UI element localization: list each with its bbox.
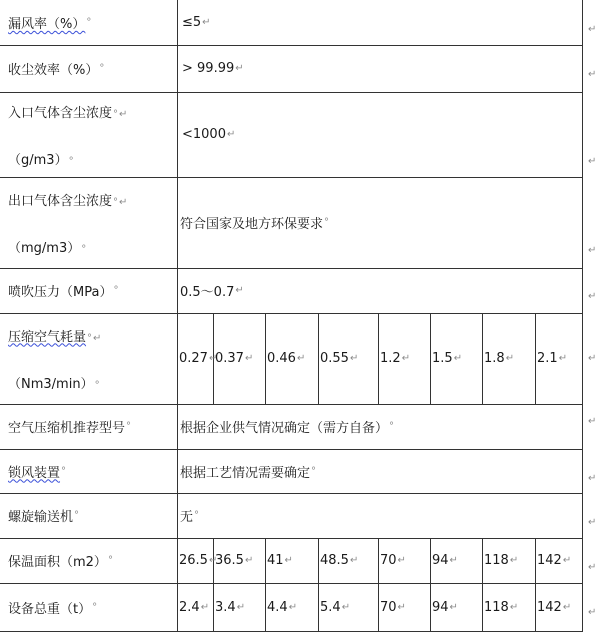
return-mark: ↵ [226,129,236,140]
label-text: 锁风装置 [8,465,61,481]
value-cell [537,538,571,583]
row-label [8,404,131,449]
return-mark: ↵ [588,353,597,364]
label-text: 出口气体含尘浓度 [8,193,113,209]
paragraph-mark: ° [81,243,87,255]
value-text: 2.1 [537,351,558,366]
value-cell [432,538,458,583]
value-cell [537,583,571,631]
label-text: 漏风率（%） [8,17,86,32]
return-mark: ↵ [588,562,597,573]
value-text: 118 [484,599,509,615]
return-mark: ↵ [509,555,519,566]
paragraph-mark: ° [107,555,113,566]
return-mark: ↵ [401,353,411,364]
row-label [8,92,127,177]
return-mark: ↵ [449,555,458,566]
row-value [182,0,211,45]
paragraph-mark: ° [113,285,119,296]
return-mark: ↵ [284,555,293,566]
return-mark: ↵ [588,156,597,167]
return-mark: ↵ [397,601,406,613]
value-text: 1.8 [484,351,505,366]
return-mark: ↵ [119,108,128,120]
value-cell [380,583,406,631]
paragraph-mark: ° [126,421,132,432]
return-mark: ↵ [236,601,246,613]
value-text: 无 [180,510,194,525]
table-row [0,177,600,268]
row-value [180,268,244,313]
paragraph-mark: ° [113,196,119,208]
value-text: 1.5 [432,351,453,366]
paragraph-mark: ° [311,465,317,477]
row-label [8,583,97,631]
value-text: 根据工艺情况需要确定 [180,465,311,481]
paragraph-mark: ° [86,17,92,28]
value-cell [320,538,358,583]
value-text: 70 [380,599,397,615]
value-cell [432,313,462,404]
value-cell [267,538,293,583]
table-row [0,45,600,92]
label-text: 保温面积（m2） [8,555,107,570]
row-label [8,493,79,538]
label-text: 螺旋输送机 [8,510,74,525]
row-label [8,538,113,583]
return-mark: ↵ [562,555,572,566]
value-text: 5.4 [320,599,341,615]
table-row [0,583,600,631]
return-mark: ↵ [588,69,597,80]
return-mark: ↵ [558,353,568,364]
value-text: 94 [432,553,449,568]
label-unit: （mg/m3） [8,240,81,256]
table-row [0,313,600,404]
value-text: 26.5 [179,553,208,568]
value-text: 符合国家及地方环保要求 [180,217,324,232]
paragraph-mark: ° [74,510,80,521]
row-value [180,404,394,449]
value-cell [484,313,514,404]
value-cell [215,538,253,583]
label-text: 空气压缩机推荐型号 [8,421,126,436]
return-mark: ↵ [562,601,572,613]
return-mark: ↵ [349,555,359,566]
value-text: 0.46 [267,351,296,366]
value-text: 118 [484,553,509,568]
return-mark: ↵ [349,353,359,364]
value-cell [320,313,358,404]
table-row [0,538,600,583]
value-cell [267,313,305,404]
value-cell [380,538,406,583]
row-value [180,177,329,268]
return-mark: ↵ [208,555,218,566]
row-label [8,45,104,92]
value-text: 70 [380,553,397,568]
return-mark: ↵ [200,601,210,613]
paragraph-mark: ° [99,63,105,74]
value-text: 根据企业供气情况确定（需方自备） [180,421,389,436]
value-cell [432,583,458,631]
value-text: 94 [432,599,449,615]
return-mark: ↵ [288,601,298,613]
label-text: 喷吹压力（MPa） [8,285,113,300]
table-row [0,449,600,493]
return-mark: ↵ [588,517,597,528]
value-cell [320,583,350,631]
value-text: 0.27 [179,351,208,366]
value-cell [380,313,410,404]
value-text: 48.5 [320,553,349,568]
table-row [0,493,600,538]
paragraph-mark: ° [113,108,119,120]
paragraph-mark: ° [68,155,74,167]
value-cell [179,538,217,583]
return-mark: ↵ [449,601,458,613]
row-value [182,45,244,92]
return-mark: ↵ [505,353,515,364]
paragraph-mark: ° [87,332,93,344]
return-mark: ↵ [119,196,128,208]
return-mark: ↵ [588,245,597,256]
value-text: 41 [267,553,284,568]
return-mark: ↵ [509,601,519,613]
return-mark: ↵ [588,24,597,35]
paragraph-mark: ° [61,465,67,477]
row-label [8,177,127,268]
table-row [0,268,600,313]
value-text: 142 [537,599,562,615]
row-label [8,449,66,493]
value-text: 1.2 [380,351,401,366]
return-mark: ↵ [588,416,597,427]
row-value [180,493,199,538]
row-value [182,92,235,177]
paragraph-mark: ° [324,217,330,228]
value-cell [215,583,245,631]
value-cell [537,313,567,404]
row-label [8,0,91,45]
label-text: 入口气体含尘浓度 [8,105,113,121]
value-text: 0.55 [320,351,349,366]
return-mark: ↵ [588,607,597,618]
value-text: 142 [537,553,562,568]
value-text: 4.4 [267,599,288,615]
label-text: 压缩空气耗量 [8,329,87,345]
return-mark: ↵ [397,555,406,566]
return-mark: ↵ [588,473,597,484]
return-mark: ↵ [235,63,244,74]
value-cell [484,583,518,631]
value-cell [215,313,253,404]
row-label [8,268,118,313]
return-mark: ↵ [235,285,244,296]
value-text: <1000 [182,127,226,142]
label-unit: （g/m3） [8,152,68,168]
return-mark: ↵ [296,353,306,364]
label-unit: （Nm3/min） [8,376,94,392]
value-cell [179,313,217,404]
value-cell [179,583,209,631]
paragraph-mark: ° [194,510,200,521]
value-cell [484,538,518,583]
return-mark: ↵ [202,17,211,28]
table-row [0,404,600,449]
return-mark: ↵ [341,601,351,613]
value-text: 36.5 [215,553,244,568]
label-text: 收尘效率（%） [8,63,99,78]
table-row [0,92,600,177]
paragraph-mark: ° [92,601,98,613]
return-mark: ↵ [208,353,218,364]
table-row [0,0,600,45]
value-text: ≤5 [182,15,202,30]
return-mark: ↵ [244,353,254,364]
value-text: 0.5～0.7 [180,285,235,300]
row-label [8,313,101,404]
return-mark: ↵ [93,332,102,344]
value-text: > 99.99 [182,61,235,76]
return-mark: ↵ [244,555,254,566]
paragraph-mark: ° [94,379,100,391]
return-mark: ↵ [588,291,597,302]
value-cell [267,583,297,631]
value-text: 3.4 [215,599,236,615]
value-text: 2.4 [179,599,200,615]
row-value [180,449,316,493]
value-text: 0.37 [215,351,244,366]
return-mark: ↵ [453,353,463,364]
label-text: 设备总重（t） [8,601,92,617]
paragraph-mark: ° [389,421,395,432]
